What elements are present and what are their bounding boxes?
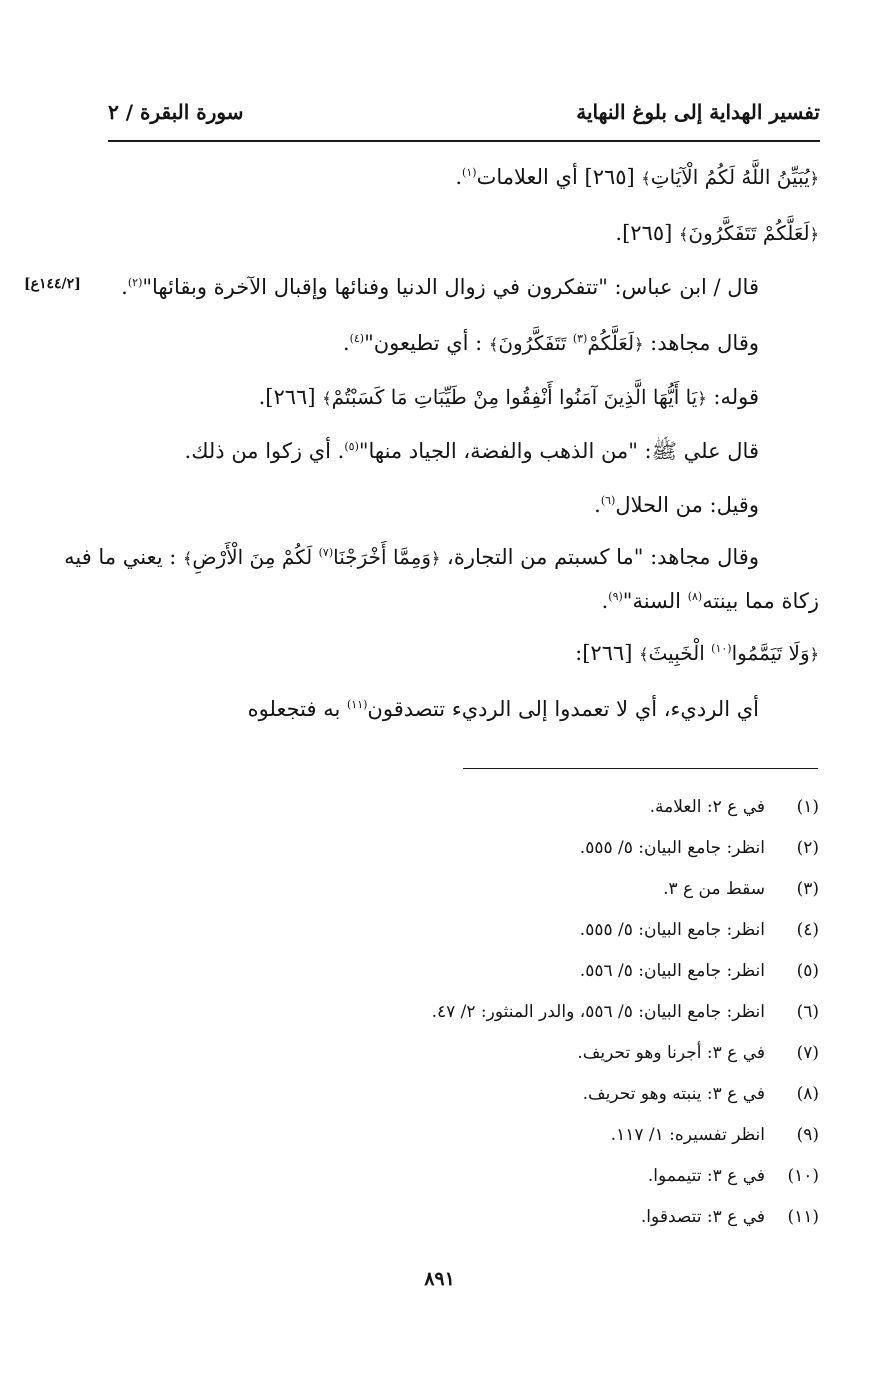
footnote-ref: (٦) <box>600 494 616 507</box>
verse-reference: [٢٦٥]. <box>615 221 680 245</box>
surah-label: سورة البقرة / ٢ <box>108 100 244 124</box>
footnote-text: في ع ٣: ينبته وهو تحريف. <box>582 1084 765 1104</box>
quran-verse: لَعَلَّكُمْ تَتَفَكَّرُونَ <box>688 221 810 245</box>
quran-verse: لَكُمْ مِنَ الْأَرْضِ <box>192 545 319 569</box>
ornate-brace-close: ﴾ <box>322 389 332 408</box>
text-line-4 <box>343 326 759 362</box>
quran-verse: يَا أَيُّهَا الَّذِينَ آمَنُوا أَنْفِقُوا مِنْ طَيِّبَاتِ مَا كَسَبْتُمْ <box>331 385 698 409</box>
footnote-ref: (١١) <box>347 698 368 711</box>
text-line-5 <box>259 380 759 416</box>
text-line-7 <box>594 488 759 522</box>
ornate-brace-close: ﴾ <box>679 225 689 244</box>
footnote-text: سقط من ع ٣. <box>663 879 765 899</box>
footnote-number: (٣) <box>796 879 819 899</box>
footnote-text: في ع ٣: تتيمموا. <box>647 1166 765 1186</box>
footnote-divider <box>463 768 818 769</box>
punctuation: . <box>601 589 609 613</box>
footnote-item <box>580 835 819 861</box>
commentary-text: : يعني ما فيه <box>64 545 183 569</box>
commentary-text: قال علي ﷺ: "من الذهب والفضة، الجياد منها" <box>358 439 759 463</box>
footnote-item <box>432 999 819 1025</box>
header-divider <box>108 140 820 142</box>
punctuation: . <box>455 165 463 189</box>
ornate-brace-close: ﴾ <box>488 335 499 354</box>
text-line-11 <box>248 692 759 726</box>
footnote-ref: (٨) <box>687 590 703 603</box>
running-head <box>108 94 820 134</box>
ornate-brace-open: ﴿ <box>697 389 707 408</box>
quran-verse: الْخَبِيثَ <box>648 641 712 665</box>
footnote-number: (٩) <box>796 1125 819 1145</box>
footnote-item <box>641 1204 819 1230</box>
footnote-text: انظر: جامع البيان: ٥/ ٥٥٥. <box>579 920 765 940</box>
footnote-ref: (٣) <box>572 332 588 345</box>
footnote-ref: (١) <box>462 166 477 179</box>
footnote-item <box>583 1081 819 1107</box>
footnote-number: (١) <box>796 797 819 817</box>
commentary-text: وقال مجاهد: "ما كسبتم من التجارة، <box>440 545 759 569</box>
quran-verse: تَتَفَكَّرُونَ <box>498 331 573 355</box>
commentary-text: قوله: <box>706 385 759 409</box>
footnote-number: (٤) <box>796 920 819 940</box>
verse-reference: [٢٦٦]. <box>258 385 323 409</box>
ornate-brace-open: ﴿ <box>430 549 441 568</box>
text-line-2 <box>615 216 819 252</box>
commentary-text: وقيل: من الحلال <box>615 493 759 517</box>
footnote-text: انظر: جامع البيان: ٥/ ٥٥٥. <box>579 838 765 858</box>
footnote-ref: (٥) <box>344 440 359 453</box>
commentary-text: : أي تطيعون" <box>364 331 489 355</box>
footnote-ref: (٧) <box>318 546 334 559</box>
text-line-10 <box>575 636 819 672</box>
ornate-brace-close: ﴾ <box>639 645 649 664</box>
text-line-9 <box>602 584 819 618</box>
ornate-brace-open: ﴿ <box>809 645 819 664</box>
text-line-3 <box>121 270 759 304</box>
commentary-text: [٢٦٥] أي العلامات <box>476 165 642 189</box>
footnote-text: انظر تفسيره: ١/ ١١٧. <box>610 1125 765 1145</box>
book-title: تفسير الهداية إلى بلوغ النهاية <box>576 100 820 124</box>
footnote-number: (٨) <box>796 1084 819 1104</box>
commentary-text: قال / ابن عباس: "تتفكرون في زوال الدنيا وفنائها وإقبال الآخرة وبقائها" <box>142 275 759 299</box>
footnote-item <box>577 1040 819 1066</box>
footnote-item <box>650 794 819 820</box>
footnote-number: (٦) <box>796 1002 819 1022</box>
commentary-text: . أي زكوا من ذلك. <box>184 439 345 463</box>
footnote-ref: (١٠) <box>711 642 732 655</box>
ornate-brace-close: ﴾ <box>182 549 193 568</box>
verse-reference: [٢٦٦]: <box>575 641 640 665</box>
commentary-text: وقال مجاهد: <box>643 331 759 355</box>
punctuation: . <box>342 331 350 355</box>
footnote-number: (٢) <box>796 838 819 858</box>
footnote-text: في ع ٣: تتصدقوا. <box>640 1207 765 1227</box>
ornate-brace-open: ﴿ <box>809 169 819 188</box>
footnote-item <box>580 917 819 943</box>
footnote-number: (١٠) <box>787 1166 819 1186</box>
footnote-text: انظر: جامع البيان: ٥/ ٥٥٦. <box>579 961 765 981</box>
footnote-item <box>648 1163 819 1189</box>
ornate-brace-open: ﴿ <box>809 225 819 244</box>
punctuation: . <box>594 493 601 517</box>
commentary-text: أي الرديء، أي لا تعمدوا إلى الرديء تتصدقون <box>367 697 759 721</box>
ornate-brace-open: ﴿ <box>634 335 644 354</box>
punctuation: . <box>121 275 128 299</box>
quran-verse: يُبَيِّنُ اللَّهُ لَكُمُ الْآيَاتِ <box>650 165 810 189</box>
footnote-number: (١١) <box>787 1207 819 1227</box>
footnote-ref: (٤) <box>349 332 365 345</box>
commentary-text: زكاة مما بينته <box>702 589 819 613</box>
footnote-number: (٥) <box>796 961 819 981</box>
text-line-1 <box>455 160 819 196</box>
manuscript-marker: [١٤٤/٢ع] <box>24 276 81 292</box>
quran-verse: وَمِمَّا أَخْرَجْنَا <box>333 545 431 569</box>
footnote-text: في ع ٣: أجرنا وهو تحريف. <box>577 1043 765 1063</box>
ornate-brace-close: ﴾ <box>641 169 651 188</box>
footnote-item <box>663 876 819 902</box>
text-line-8 <box>64 540 759 576</box>
footnote-text: في ع ٢: العلامة. <box>649 797 765 817</box>
page-number: ٨٩١ <box>424 1268 455 1290</box>
footnote-text: انظر: جامع البيان: ٥/ ٥٥٦، والدر المنثور: ٢/ ٤٧. <box>431 1002 765 1022</box>
footnote-item <box>580 958 819 984</box>
commentary-text: به فتجعلوه <box>247 697 347 721</box>
quran-verse: وَلَا تَيَمَّمُوا <box>731 641 810 665</box>
commentary-text: السنة" <box>622 589 688 613</box>
text-line-6 <box>185 434 759 468</box>
footnote-ref: (٢) <box>127 276 143 289</box>
footnote-item <box>611 1122 819 1148</box>
quran-verse: لَعَلَّكُمْ <box>587 331 635 355</box>
footnote-ref: (٩) <box>608 590 623 603</box>
footnote-number: (٧) <box>796 1043 819 1063</box>
